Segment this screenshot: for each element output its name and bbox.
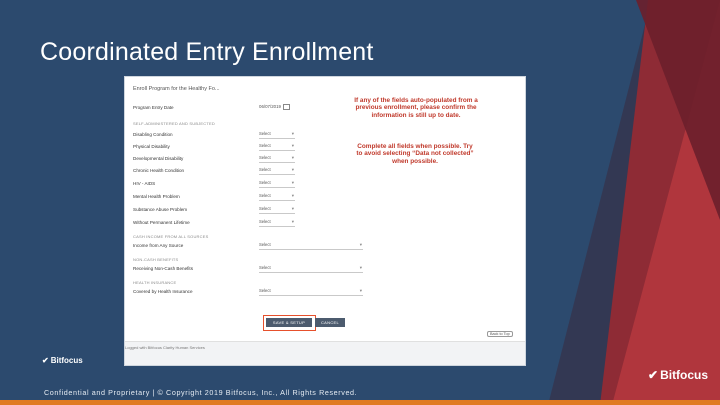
check-icon: ✔ xyxy=(42,356,49,365)
form-row xyxy=(133,130,363,140)
row-label: Chronic Health Condition xyxy=(133,168,185,173)
form-row xyxy=(133,166,363,176)
form-row xyxy=(133,264,363,274)
caret-down-icon: ▾ xyxy=(359,242,362,247)
select-dropdown[interactable]: Select ▾ xyxy=(259,205,295,214)
caret-down-icon: ▾ xyxy=(291,219,294,224)
select-dropdown[interactable]: Select ▾ xyxy=(259,192,295,201)
form-row xyxy=(133,218,363,228)
calendar-icon[interactable] xyxy=(283,104,290,110)
cancel-button[interactable]: CANCEL xyxy=(315,318,345,327)
form-row xyxy=(133,205,363,215)
entry-date-label: Program Entry Date xyxy=(133,105,174,110)
section-label-disabilities: SELF-ADMINISTERED AND SUBJECTED xyxy=(133,121,215,126)
caret-down-icon: ▾ xyxy=(291,167,294,172)
caret-down-icon: ▾ xyxy=(359,288,362,293)
caret-down-icon: ▾ xyxy=(291,180,294,185)
select-dropdown[interactable]: Select ▾ xyxy=(259,130,295,139)
section-label-noncash: NON-CASH BENEFITS xyxy=(133,257,179,262)
entry-date-field[interactable]: 06/07/2019 xyxy=(259,103,290,111)
section-label-income: CASH INCOME FROM ALL SOURCES xyxy=(133,234,209,239)
section-label-insurance: HEALTH INSURANCE xyxy=(133,280,177,285)
form-row xyxy=(133,154,363,164)
back-to-top-link[interactable]: Back to Top xyxy=(487,331,513,337)
callout-autopopulate: If any of the fields auto-populated from a previous enrollment, please confirm the information is still up to date. xyxy=(354,97,478,119)
row-label: Receiving Non-Cash Benefits xyxy=(133,266,194,271)
form-header: Enroll Program for the Healthy Fo... xyxy=(133,86,220,92)
row-label: Physical Disability xyxy=(133,144,170,149)
logo-text: Bitfocus xyxy=(50,356,83,365)
select-dropdown[interactable]: Select ▾ xyxy=(259,166,295,175)
caret-down-icon: ▾ xyxy=(291,131,294,136)
form-row xyxy=(133,179,363,189)
slide-footer: Confidential and Proprietary | © Copyright 2019 Bitfocus, Inc., All Rights Reserved. xyxy=(44,388,358,397)
form-row xyxy=(133,287,363,297)
caret-down-icon: ▾ xyxy=(291,155,294,160)
form-footer xyxy=(125,341,525,366)
form-row xyxy=(133,142,363,152)
row-label: HIV - AIDS xyxy=(133,181,156,186)
select-dropdown[interactable]: Select ▾ xyxy=(259,154,295,163)
caret-down-icon: ▾ xyxy=(359,265,362,270)
caret-down-icon: ▾ xyxy=(291,206,294,211)
form-footer-text: Logged with Bitfocus Clarity Human Services xyxy=(125,345,205,350)
row-label: Substance Abuse Problem xyxy=(133,207,188,212)
caret-down-icon: ▾ xyxy=(291,143,294,148)
slide-title: Coordinated Entry Enrollment xyxy=(40,38,374,66)
row-label: Disabling Condition xyxy=(133,132,173,137)
select-dropdown[interactable]: Select ▾ xyxy=(259,287,363,296)
row-label: Mental Health Problem xyxy=(133,194,180,199)
select-dropdown[interactable]: Select ▾ xyxy=(259,264,363,273)
select-dropdown[interactable]: Select ▾ xyxy=(259,241,363,250)
select-dropdown[interactable]: Select ▾ xyxy=(259,218,295,227)
save-setup-button[interactable]: SAVE & SETUP xyxy=(266,318,312,327)
form-screenshot xyxy=(124,76,526,366)
accent-bar xyxy=(0,400,720,405)
row-label: Covered by Health Insurance xyxy=(133,289,193,294)
entry-date-row xyxy=(133,103,363,113)
bitfocus-logo xyxy=(42,356,83,365)
select-dropdown[interactable]: Select ▾ xyxy=(259,179,295,188)
form-row xyxy=(133,241,363,251)
row-label: Without Permanent Lifetime xyxy=(133,220,190,225)
bitfocus-logo xyxy=(648,368,708,382)
select-dropdown[interactable]: Select ▾ xyxy=(259,142,295,151)
check-icon: ✔ xyxy=(648,368,659,382)
callout-complete-fields: Complete all fields when possible. Try to avoid selecting “Data not collected” when possible. xyxy=(356,143,474,165)
row-label: Developmental Disability xyxy=(133,156,184,161)
form-row xyxy=(133,192,363,202)
caret-down-icon: ▾ xyxy=(291,193,294,198)
logo-text: Bitfocus xyxy=(660,368,709,382)
row-label: Income from Any Source xyxy=(133,243,184,248)
